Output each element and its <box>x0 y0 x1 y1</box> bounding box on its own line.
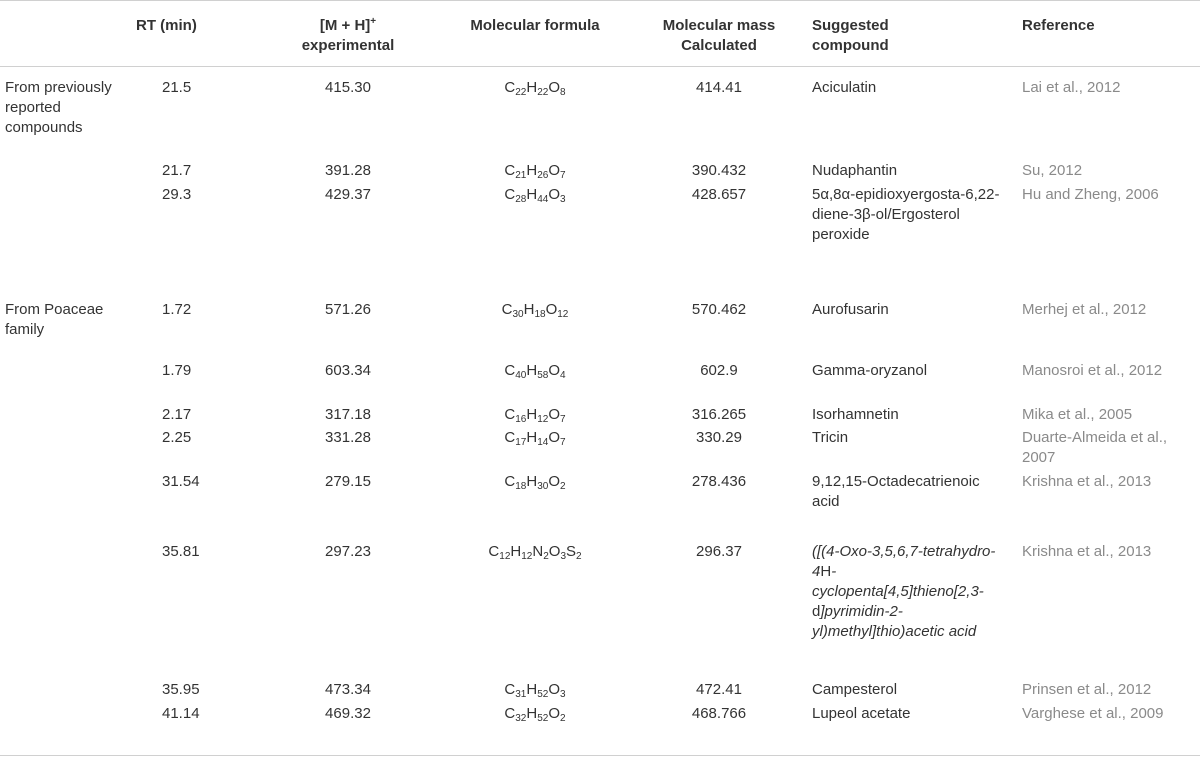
table-row <box>0 472 1200 542</box>
table-header <box>0 1 1200 67</box>
cell-mh: 603.34 <box>325 361 371 379</box>
table-row <box>0 704 1200 756</box>
cell-compound: Nudaphantin <box>812 161 898 179</box>
cell-reference: Prinsen et al., 2012 <box>1022 680 1152 698</box>
cell-compound: Campesterol <box>812 680 898 698</box>
cell-rt: 29.3 <box>162 185 192 203</box>
cell-compound: Tricin <box>812 428 849 446</box>
table-row <box>0 289 1200 361</box>
cell-compound: Isorhamnetin <box>812 405 899 423</box>
table-row <box>0 161 1200 185</box>
cell-rt: 21.7 <box>162 161 192 179</box>
cell-reference: Manosroi et al., 2012 <box>1022 361 1163 379</box>
cell-mass: 602.9 <box>700 361 738 379</box>
header-compound: Suggested compound <box>802 1 1012 67</box>
cell-mh: 391.28 <box>325 161 371 179</box>
cell-reference: Merhej et al., 2012 <box>1022 300 1147 318</box>
table-row <box>0 428 1200 472</box>
cell-rt: 2.17 <box>162 405 192 423</box>
cell-mh: 279.15 <box>325 472 371 490</box>
cell-compound: Aciculatin <box>812 79 877 96</box>
cell-formula: $C_{28}H_{44}O_3$ <box>504 185 566 205</box>
table-row <box>0 542 1200 680</box>
cell-rt: 35.95 <box>162 680 200 698</box>
table-row <box>0 680 1200 704</box>
cell-reference: Krishna et al., 2013 <box>1022 542 1152 560</box>
cell-reference: Hu and Zheng, 2006 <box>1022 185 1159 203</box>
group-label-previous: From previously reported compounds <box>5 79 112 136</box>
header-mass: Molecular mass Calculated <box>636 1 802 67</box>
cell-compound: 9,12,15-Octadecatrienoic acid <box>812 472 980 510</box>
table-body <box>0 67 1200 756</box>
cell-formula: $C_{31}H_{52}O_3$ <box>504 680 566 700</box>
group-label-poaceae: From Poaceae family <box>5 300 104 338</box>
header-reference: Reference <box>1012 1 1200 67</box>
cell-formula: $C_{32}H_{52}O_2$ <box>434 704 636 756</box>
cell-compound: Lupeol acetate <box>802 704 1012 756</box>
cell-rt: 41.14 <box>130 704 262 756</box>
cell-mh: 415.30 <box>325 79 371 96</box>
table-row <box>0 405 1200 428</box>
cell-rt: 21.5 <box>162 79 192 96</box>
cell-compound: 5α,8α-epidioxyergosta-6,22-diene-3β-ol/Ergosterol peroxide <box>812 185 1000 243</box>
cell-mass: 428.657 <box>691 185 747 203</box>
cell-reference: Mika et al., 2005 <box>1022 405 1133 423</box>
cell-mh: 429.37 <box>325 185 371 203</box>
header-formula: Molecular formula <box>434 1 636 67</box>
cell-mass: 570.462 <box>691 300 747 318</box>
cell-mass: 278.436 <box>691 472 747 490</box>
cell-formula: $C_{16}H_{12}O_7$ <box>504 405 566 425</box>
cell-formula: $C_{40}H_{58}O_4$ <box>504 361 566 381</box>
cell-mh: 297.23 <box>325 542 371 560</box>
table-row <box>0 185 1200 289</box>
header-rt: RT (min) <box>130 1 262 67</box>
cell-rt: 31.54 <box>162 472 200 490</box>
cell-rt: 1.72 <box>162 300 192 318</box>
cell-mh: 331.28 <box>325 428 371 446</box>
cell-mass: 330.29 <box>696 428 742 446</box>
cell-mass: 390.432 <box>691 161 747 179</box>
cell-formula: $C_{12}H_{12}N_2O_3S_2$ <box>488 542 582 562</box>
table-row <box>0 361 1200 405</box>
cell-mass: 414.41 <box>696 79 742 96</box>
cell-mh: 469.32 <box>262 704 434 756</box>
cell-rt: 1.79 <box>162 361 192 379</box>
cell-rt: 35.81 <box>162 542 200 560</box>
cell-mass: 468.766 <box>636 704 802 756</box>
cell-reference: Duarte-Almeida et al., 2007 <box>1022 428 1168 466</box>
cell-rt: 2.25 <box>162 428 192 446</box>
header-mh: [M + H]+ experimental <box>262 1 434 67</box>
header-group <box>0 1 130 67</box>
cell-formula: $C_{18}H_{30}O_2$ <box>504 472 566 492</box>
cell-formula: $C_{30}H_{18}O_{12}$ <box>501 300 569 320</box>
cell-compound: Gamma-oryzanol <box>812 361 928 379</box>
cell-mh: 473.34 <box>325 680 371 698</box>
cell-mh: 317.18 <box>325 405 371 423</box>
cell-reference: Lai et al., 2012 <box>1022 79 1121 96</box>
cell-reference: Su, 2012 <box>1022 161 1083 179</box>
cell-reference: Varghese et al., 2009 <box>1012 704 1200 756</box>
cell-formula: $C_{22}H_{22}O_8$ <box>504 79 566 98</box>
cell-reference: Krishna et al., 2013 <box>1022 472 1152 490</box>
cell-formula: $C_{21}H_{26}O_7$ <box>504 161 566 181</box>
cell-mass: 472.41 <box>696 680 742 698</box>
cell-mass: 316.265 <box>691 405 747 423</box>
cell-mass: 296.37 <box>696 542 742 560</box>
cell-formula: $C_{17}H_{14}O_7$ <box>504 428 566 448</box>
cell-compound: ([(4-Oxo-3,5,6,7-tetrahydro-4H-cyclopenta[4,5]thieno[2,3-d]pyrimidin-2-yl)methyl]thio)acetic acid <box>812 542 996 640</box>
cell-compound: Aurofusarin <box>812 300 889 318</box>
cell-mh: 571.26 <box>325 300 371 318</box>
table-row <box>0 67 1200 161</box>
